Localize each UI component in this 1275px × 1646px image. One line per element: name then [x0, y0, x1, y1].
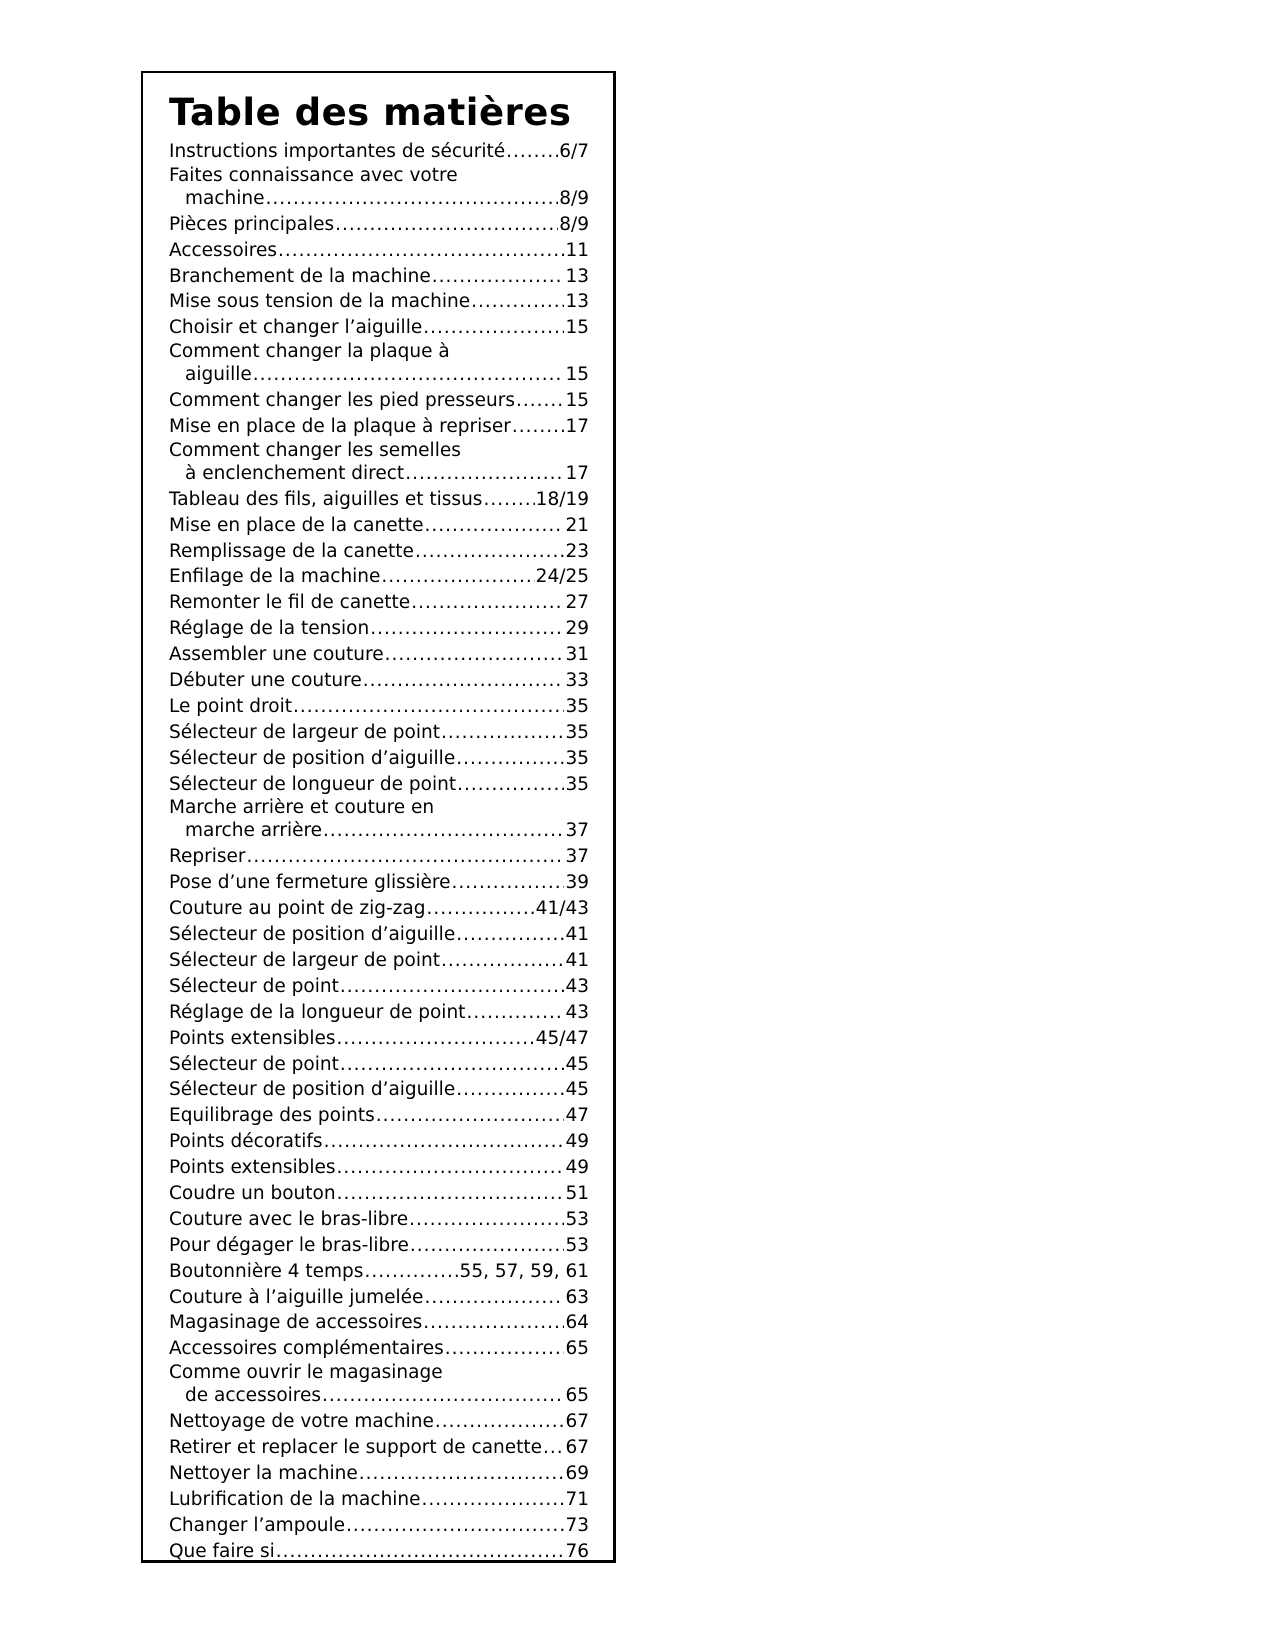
toc-entry [169, 1259, 589, 1285]
dot-leader [441, 948, 565, 974]
dot-leader [385, 642, 565, 668]
dot-leader [423, 1310, 564, 1336]
toc-entry [169, 289, 589, 315]
toc-entry-row [169, 1285, 589, 1311]
toc-entry-page-number: 13 [565, 291, 589, 313]
toc-entry-page-number: 47 [565, 1105, 589, 1127]
toc-entry [169, 513, 589, 539]
toc-entry [169, 1336, 589, 1362]
toc-entry-title-line1: Comment changer les semelles [169, 439, 461, 461]
dot-leader [456, 922, 564, 948]
toc-entry [169, 1362, 589, 1409]
toc-entry-row [169, 238, 589, 264]
dot-leader [425, 513, 565, 539]
toc-entry [169, 1103, 589, 1129]
toc-entry-title: Instructions importantes de sécurité [169, 141, 506, 162]
toc-entry-page-number: 67 [565, 1436, 589, 1458]
toc-entry [169, 694, 589, 720]
toc-entry-page-number: 51 [565, 1182, 589, 1204]
toc-entry-row [169, 1513, 589, 1539]
toc-entry [169, 1052, 589, 1078]
toc-entry-title: Accessoires [169, 239, 278, 261]
toc-entry [169, 1539, 589, 1565]
toc-entry-page-number: 35 [565, 773, 589, 795]
dot-leader [278, 238, 564, 264]
dot-leader [340, 974, 565, 1000]
dot-leader [516, 388, 564, 414]
table-of-contents-box [141, 71, 616, 1563]
toc-entry-row [169, 1487, 589, 1513]
toc-entry-title-line1: Marche arrière et couture en [169, 797, 435, 819]
toc-entry [169, 1233, 589, 1259]
toc-entry-page-number: 76 [565, 1540, 589, 1562]
toc-entry [169, 1129, 589, 1155]
toc-entry-page-number: 35 [565, 721, 589, 743]
dot-leader [322, 1383, 564, 1409]
toc-entry-first-line [169, 440, 589, 461]
dot-leader [435, 1409, 565, 1435]
toc-entry-title: Pose d’une fermeture glissière [169, 872, 451, 894]
dot-leader [253, 362, 565, 388]
toc-entry-page-number: 65 [565, 1385, 589, 1407]
toc-entry-row [169, 289, 589, 315]
dot-leader [363, 668, 565, 694]
dot-leader [512, 414, 565, 440]
toc-entry-page-number: 11 [565, 239, 589, 261]
toc-entry-title: Assembler une couture [169, 644, 384, 666]
dot-leader [364, 1259, 458, 1285]
toc-entry-row [169, 974, 589, 1000]
toc-entry-title: Débuter une couture [169, 670, 362, 692]
toc-entry-title: Choisir et changer l’aiguille [169, 317, 423, 339]
toc-entry-page-number: 8/9 [559, 187, 589, 209]
dot-leader [451, 870, 564, 896]
dot-leader [466, 1000, 564, 1026]
toc-entry [169, 1513, 589, 1539]
toc-entry-title: Mise en place de la plaque à repriser [169, 416, 511, 438]
toc-entry-row [169, 746, 589, 772]
dot-leader [340, 1052, 565, 1078]
toc-entry-row [169, 264, 589, 290]
toc-entry-title: Couture avec le bras-libre [169, 1208, 409, 1230]
dot-leader [456, 746, 564, 772]
dot-leader [370, 616, 564, 642]
toc-entry [169, 1435, 589, 1461]
toc-entry [169, 539, 589, 565]
toc-entry-row [169, 1461, 589, 1487]
toc-entry [169, 212, 589, 238]
toc-entry-page-number: 17 [565, 416, 589, 438]
toc-entry [169, 1487, 589, 1513]
toc-entry-title-line1: Faites connaissance avec votre [169, 164, 458, 186]
dot-leader [441, 720, 565, 746]
toc-entry-title: Réglage de la tension [169, 618, 370, 640]
toc-entry-title: Branchement de la machine [169, 265, 431, 287]
toc-entry-title: Magasinage de accessoires [169, 1312, 423, 1334]
toc-entry-row [169, 1129, 589, 1155]
dot-leader [323, 818, 564, 844]
toc-entry [169, 564, 589, 590]
dot-leader [445, 1336, 565, 1362]
toc-entry-title: Sélecteur de position d’aiguille [169, 924, 456, 946]
toc-entry-row [169, 186, 589, 212]
toc-entry-row [169, 1155, 589, 1181]
toc-entry-row [169, 720, 589, 746]
toc-entry [169, 1310, 589, 1336]
toc-entry-page-number: 43 [565, 975, 589, 997]
toc-entry [169, 1155, 589, 1181]
toc-entry-page-number: 6/7 [559, 141, 589, 162]
toc-entry-page-number: 49 [565, 1157, 589, 1179]
toc-entry-page-number: 23 [565, 540, 589, 562]
toc-entry-first-line [169, 1362, 589, 1383]
toc-entry-title: Couture au point de zig-zag [169, 898, 426, 920]
toc-entry-page-number: 15 [565, 364, 589, 386]
toc-entry-title: Accessoires complémentaires [169, 1338, 444, 1360]
toc-entry-page-number: 15 [565, 317, 589, 339]
toc-entry-page-number: 53 [565, 1208, 589, 1230]
page-title: Table des matières [169, 91, 572, 134]
toc-entry-row [169, 1336, 589, 1362]
toc-entry-title: Points extensibles [169, 1027, 336, 1049]
toc-entry-row [169, 139, 589, 165]
toc-entry-first-line [169, 341, 589, 362]
dot-leader [506, 139, 558, 165]
toc-entry-title: Que faire si [169, 1540, 275, 1562]
dot-leader [426, 896, 534, 922]
toc-entry-title: Pour dégager le bras-libre [169, 1234, 409, 1256]
dot-leader [432, 264, 565, 290]
toc-entry-title: Comment changer les pied presseurs [169, 390, 515, 412]
toc-entry [169, 341, 589, 388]
toc-entry-row [169, 1077, 589, 1103]
toc-entry-page-number: 45 [565, 1053, 589, 1075]
toc-entry [169, 922, 589, 948]
toc-entry [169, 139, 589, 165]
dot-leader [405, 461, 564, 487]
toc-entry [169, 668, 589, 694]
toc-entry-row [169, 212, 589, 238]
dot-leader [423, 315, 564, 341]
toc-entry [169, 974, 589, 1000]
toc-entry [169, 896, 589, 922]
dot-leader [411, 590, 564, 616]
toc-entry-page-number: 63 [565, 1286, 589, 1308]
toc-entry-row [169, 1207, 589, 1233]
toc-entry-page-number: 41 [565, 949, 589, 971]
toc-entry-title: Lubrification de la machine [169, 1488, 421, 1510]
dot-leader [381, 564, 534, 590]
toc-entry-row [169, 461, 589, 487]
toc-entry-title: Retirer et replacer le support de canette [169, 1436, 543, 1458]
toc-entry [169, 264, 589, 290]
toc-entry-title: Nettoyer la machine [169, 1462, 358, 1484]
toc-entry-row [169, 870, 589, 896]
toc-entry-title: Points décoratifs [169, 1131, 323, 1153]
toc-entry-page-number: 17 [565, 462, 589, 484]
toc-entry [169, 414, 589, 440]
toc-entry-row [169, 315, 589, 341]
toc-entry-title: Sélecteur de longueur de point [169, 773, 457, 795]
toc-entry-row [169, 642, 589, 668]
toc-entry-row [169, 1103, 589, 1129]
dot-leader [337, 1155, 565, 1181]
toc-entry-title: Coudre un bouton [169, 1182, 336, 1204]
toc-entry-page-number: 71 [565, 1488, 589, 1510]
toc-entry-page-number: 8/9 [559, 213, 589, 235]
toc-entry-row [169, 539, 589, 565]
dot-leader [409, 1207, 564, 1233]
toc-entry [169, 772, 589, 798]
toc-entry-page-number: 31 [565, 644, 589, 666]
toc-entry-title: Repriser [169, 846, 246, 868]
toc-entry-page-number: 45/47 [535, 1027, 589, 1049]
toc-entry-row [169, 948, 589, 974]
toc-entry-page-number: 67 [565, 1411, 589, 1433]
toc-entry-title-line1: Comment changer la plaque à [169, 341, 450, 363]
toc-entry-row [169, 1310, 589, 1336]
toc-entry [169, 238, 589, 264]
toc-entry-page-number: 15 [565, 390, 589, 412]
toc-entry-row [169, 1233, 589, 1259]
toc-entry-page-number: 64 [565, 1312, 589, 1334]
toc-entry-page-number: 69 [565, 1462, 589, 1484]
toc-entry-row [169, 388, 589, 414]
toc-entry [169, 440, 589, 487]
toc-entry-page-number: 41 [565, 924, 589, 946]
toc-entry-title: Remonter le fil de canette [169, 592, 411, 614]
toc-entry-row [169, 487, 589, 513]
toc-entry-title: Sélecteur de point [169, 1053, 339, 1075]
toc-entry-title: Mise en place de la canette [169, 514, 424, 536]
dot-leader [247, 844, 565, 870]
dot-leader [266, 186, 559, 212]
toc-entry-page-number: 35 [565, 747, 589, 769]
toc-entry-page-number: 18/19 [535, 488, 589, 510]
toc-entry-page-number: 29 [565, 618, 589, 640]
toc-entry [169, 1026, 589, 1052]
toc-entry-row [169, 1026, 589, 1052]
toc-entry-row [169, 414, 589, 440]
toc-entry-row [169, 694, 589, 720]
toc-entry-row [169, 896, 589, 922]
toc-entry-title: à enclenchement direct [185, 462, 405, 484]
toc-entry-page-number: 35 [565, 695, 589, 717]
toc-entry-row [169, 1539, 589, 1565]
toc-entry [169, 1077, 589, 1103]
toc-entry-row [169, 818, 589, 844]
toc-entry-page-number: 43 [565, 1001, 589, 1023]
toc-entry-row [169, 362, 589, 388]
toc-entry-page-number: 41/43 [535, 898, 589, 920]
toc-entry-title: Le point droit [169, 695, 292, 717]
toc-entry-row [169, 1052, 589, 1078]
dot-leader [337, 1181, 565, 1207]
dot-leader [346, 1513, 564, 1539]
toc-entry-page-number: 65 [565, 1338, 589, 1360]
toc-entry-title: Sélecteur de largeur de point [169, 949, 440, 971]
toc-entry-page-number: 37 [565, 820, 589, 842]
toc-entry-page-number: 49 [565, 1131, 589, 1153]
toc-entry [169, 1181, 589, 1207]
toc-entry [169, 746, 589, 772]
toc-entry [169, 844, 589, 870]
dot-leader [376, 1103, 565, 1129]
toc-list [169, 139, 589, 1564]
toc-entry [169, 1000, 589, 1026]
dot-leader [422, 1487, 565, 1513]
toc-entry [169, 797, 589, 844]
dot-leader [415, 539, 565, 565]
toc-entry-title: Points extensibles [169, 1157, 336, 1179]
toc-entry-title: Mise sous tension de la machine [169, 291, 471, 313]
toc-entry-page-number: 24/25 [535, 566, 589, 588]
toc-entry-row [169, 1000, 589, 1026]
dot-leader [293, 694, 564, 720]
toc-entry-first-line [169, 797, 589, 818]
toc-entry-title: Sélecteur de position d’aiguille [169, 747, 456, 769]
toc-entry-page-number: 13 [565, 265, 589, 287]
dot-leader [457, 772, 564, 798]
dot-leader [337, 1026, 535, 1052]
toc-entry-row [169, 590, 589, 616]
toc-entry [169, 642, 589, 668]
toc-entry-title: Sélecteur de point [169, 975, 339, 997]
toc-entry-title: Nettoyage de votre machine [169, 1411, 434, 1433]
toc-entry-row [169, 1383, 589, 1409]
dot-leader [410, 1233, 565, 1259]
toc-entry [169, 1461, 589, 1487]
toc-entry-row [169, 844, 589, 870]
toc-entry-title: Couture à l’aiguille jumelée [169, 1286, 424, 1308]
toc-entry-row [169, 1259, 589, 1285]
dot-leader [324, 1129, 565, 1155]
toc-entry-title: Changer l’ampoule [169, 1514, 346, 1536]
toc-entry [169, 1207, 589, 1233]
toc-entry [169, 1285, 589, 1311]
toc-entry-row [169, 616, 589, 642]
toc-entry-page-number: 39 [565, 872, 589, 894]
toc-entry-title: marche arrière [185, 820, 323, 842]
toc-entry [169, 1409, 589, 1435]
toc-entry-title: Remplissage de la canette [169, 540, 414, 562]
toc-entry [169, 590, 589, 616]
toc-entry [169, 487, 589, 513]
toc-entry [169, 870, 589, 896]
toc-entry [169, 388, 589, 414]
toc-entry-page-number: 73 [565, 1514, 589, 1536]
toc-entry-row [169, 513, 589, 539]
toc-entry [169, 616, 589, 642]
dot-leader [424, 1285, 564, 1311]
toc-entry-page-number: 21 [565, 514, 589, 536]
dot-leader [359, 1461, 565, 1487]
toc-entry-title-line1: Comme ouvrir le magasinage [169, 1362, 443, 1384]
toc-entry-title: Sélecteur de position d’aiguille [169, 1079, 456, 1101]
dot-leader [456, 1077, 564, 1103]
dot-leader [335, 212, 558, 238]
toc-entry-title: Boutonnière 4 temps [169, 1260, 364, 1282]
toc-entry-title: Equilibrage des points [169, 1105, 375, 1127]
toc-entry-title: Pièces principales [169, 213, 335, 235]
toc-entry-page-number: 27 [565, 592, 589, 614]
toc-entry-row [169, 1181, 589, 1207]
toc-entry-row [169, 1435, 589, 1461]
toc-entry-title: aiguille [185, 364, 252, 386]
toc-entry-title: Réglage de la longueur de point [169, 1001, 466, 1023]
toc-entry-row [169, 772, 589, 798]
toc-entry-page-number: 55, 57, 59, 61 [459, 1260, 589, 1282]
toc-entry-page-number: 45 [565, 1079, 589, 1101]
toc-entry-first-line [169, 165, 589, 186]
toc-entry [169, 720, 589, 746]
dot-leader [483, 487, 534, 513]
toc-entry-row [169, 668, 589, 694]
dot-leader [543, 1435, 564, 1461]
toc-entry-title: Enfilage de la machine [169, 566, 381, 588]
toc-entry-title: machine [185, 187, 265, 209]
toc-entry-row [169, 922, 589, 948]
toc-entry-row [169, 564, 589, 590]
dot-leader [471, 289, 564, 315]
toc-entry [169, 315, 589, 341]
toc-entry-page-number: 33 [565, 670, 589, 692]
toc-entry-row [169, 1409, 589, 1435]
toc-entry [169, 948, 589, 974]
toc-entry-page-number: 37 [565, 846, 589, 868]
toc-entry-title: de accessoires [185, 1385, 322, 1407]
toc-entry [169, 165, 589, 212]
dot-leader [276, 1539, 565, 1565]
toc-entry-page-number: 53 [565, 1234, 589, 1256]
toc-entry-title: Sélecteur de largeur de point [169, 721, 440, 743]
toc-entry-title: Tableau des fils, aiguilles et tissus [169, 488, 483, 510]
